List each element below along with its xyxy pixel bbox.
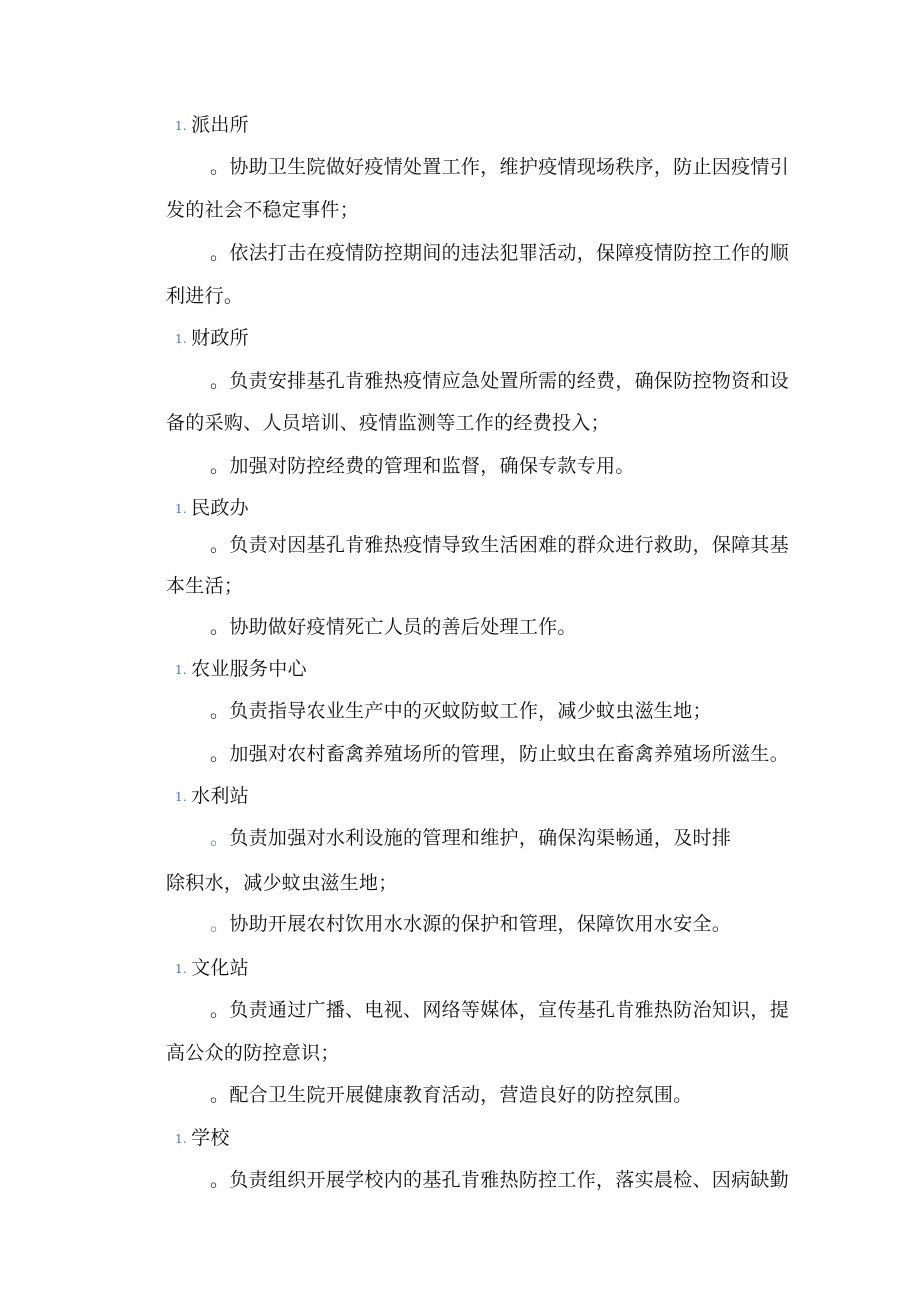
list-number: 1. bbox=[175, 663, 188, 677]
list-item-continuation bbox=[166, 197, 359, 223]
bullet: 。 bbox=[210, 455, 230, 477]
item-text: 负责对因基孔肯雅热疫情导致生活困难的群众进行救助，保障其基 bbox=[229, 534, 790, 556]
list-item bbox=[210, 1082, 693, 1108]
list-item-continuation bbox=[166, 283, 243, 309]
bullet: 。 bbox=[210, 1169, 230, 1191]
bullet: 。 bbox=[210, 999, 230, 1021]
list-number: 1. bbox=[175, 790, 188, 804]
item-text: 加强对防控经费的管理和监督，确保专款专用。 bbox=[229, 455, 635, 477]
item-text: 协助做好疫情死亡人员的善后处理工作。 bbox=[229, 616, 577, 638]
bullet: 。 bbox=[210, 743, 230, 765]
bullet: 。 bbox=[210, 1084, 230, 1106]
list-number: 1. bbox=[175, 332, 188, 346]
bullet: 。 bbox=[210, 827, 230, 849]
item-text: 配合卫生院开展健康教育活动，营造良好的防控氛围。 bbox=[229, 1084, 693, 1106]
section-heading bbox=[175, 112, 249, 139]
list-item bbox=[210, 997, 789, 1023]
section-title: 学校 bbox=[191, 1127, 230, 1149]
list-item bbox=[210, 1167, 789, 1193]
item-text: 负责通过广播、电视、网络等媒体，宣传基孔肯雅热防治知识，提 bbox=[229, 999, 790, 1021]
list-number: 1. bbox=[175, 962, 188, 976]
item-text: 协助开展农村饮用水水源的保护和管理，保障饮用水安全。 bbox=[229, 913, 732, 935]
section-title: 农业服务中心 bbox=[191, 658, 307, 680]
section-heading bbox=[175, 1125, 230, 1152]
list-item bbox=[210, 911, 731, 937]
bullet: 。 bbox=[210, 156, 230, 178]
list-number: 1. bbox=[175, 502, 188, 516]
item-text: 负责组织开展学校内的基孔肯雅热防控工作，落实晨检、因病缺勤 bbox=[229, 1169, 790, 1191]
bullet: 。 bbox=[210, 616, 230, 638]
bullet: 。 bbox=[210, 913, 230, 935]
bullet: 。 bbox=[210, 370, 230, 392]
item-text: 负责安排基孔肯雅热疫情应急处置所需的经费，确保防控物资和设 bbox=[229, 370, 790, 392]
section-title: 民政办 bbox=[191, 497, 249, 519]
section-heading bbox=[175, 783, 249, 810]
list-item bbox=[210, 825, 731, 851]
item-text: 备的采购、人员培训、疫情监测等工作的经费投入； bbox=[166, 412, 610, 434]
list-item bbox=[210, 240, 789, 266]
item-text: 除积水，减少蚊虫滋生地； bbox=[166, 872, 398, 894]
bullet: 。 bbox=[210, 242, 230, 264]
item-text: 利进行。 bbox=[166, 285, 244, 307]
list-number: 1. bbox=[175, 1132, 188, 1146]
section-title: 水利站 bbox=[191, 785, 249, 807]
item-text: 加强对农村畜禽养殖场所的管理，防止蚊虫在畜禽养殖场所滋生。 bbox=[229, 743, 790, 765]
item-text: 高公众的防控意识； bbox=[166, 1042, 340, 1064]
list-item bbox=[210, 453, 635, 479]
bullet: 。 bbox=[210, 700, 230, 722]
section-heading bbox=[175, 955, 249, 982]
item-text: 本生活； bbox=[166, 575, 244, 597]
item-text: 负责加强对水利设施的管理和维护，确保沟渠畅通，及时排 bbox=[229, 827, 732, 849]
list-item-continuation bbox=[166, 870, 398, 896]
section-title: 派出所 bbox=[191, 114, 249, 136]
item-text: 发的社会不稳定事件； bbox=[166, 199, 360, 221]
list-item bbox=[210, 698, 712, 724]
section-heading bbox=[175, 495, 249, 522]
section-heading bbox=[175, 656, 307, 683]
section-heading bbox=[175, 325, 249, 352]
list-item bbox=[210, 614, 577, 640]
list-item-continuation bbox=[166, 410, 610, 436]
list-item bbox=[210, 154, 789, 180]
item-text: 依法打击在疫情防控期间的违法犯罪活动，保障疫情防控工作的顺 bbox=[229, 242, 790, 264]
list-item bbox=[210, 741, 789, 767]
list-item-continuation bbox=[166, 1040, 340, 1066]
list-number: 1. bbox=[175, 119, 188, 133]
bullet: 。 bbox=[210, 534, 230, 556]
item-text: 协助卫生院做好疫情处置工作，维护疫情现场秩序，防止因疫情引 bbox=[229, 156, 790, 178]
section-title: 财政所 bbox=[191, 327, 249, 349]
section-title: 文化站 bbox=[191, 957, 249, 979]
item-text: 负责指导农业生产中的灭蚊防蚊工作，减少蚊虫滋生地； bbox=[229, 700, 712, 722]
list-item-continuation bbox=[166, 573, 243, 599]
list-item bbox=[210, 368, 789, 394]
list-item bbox=[210, 532, 789, 558]
